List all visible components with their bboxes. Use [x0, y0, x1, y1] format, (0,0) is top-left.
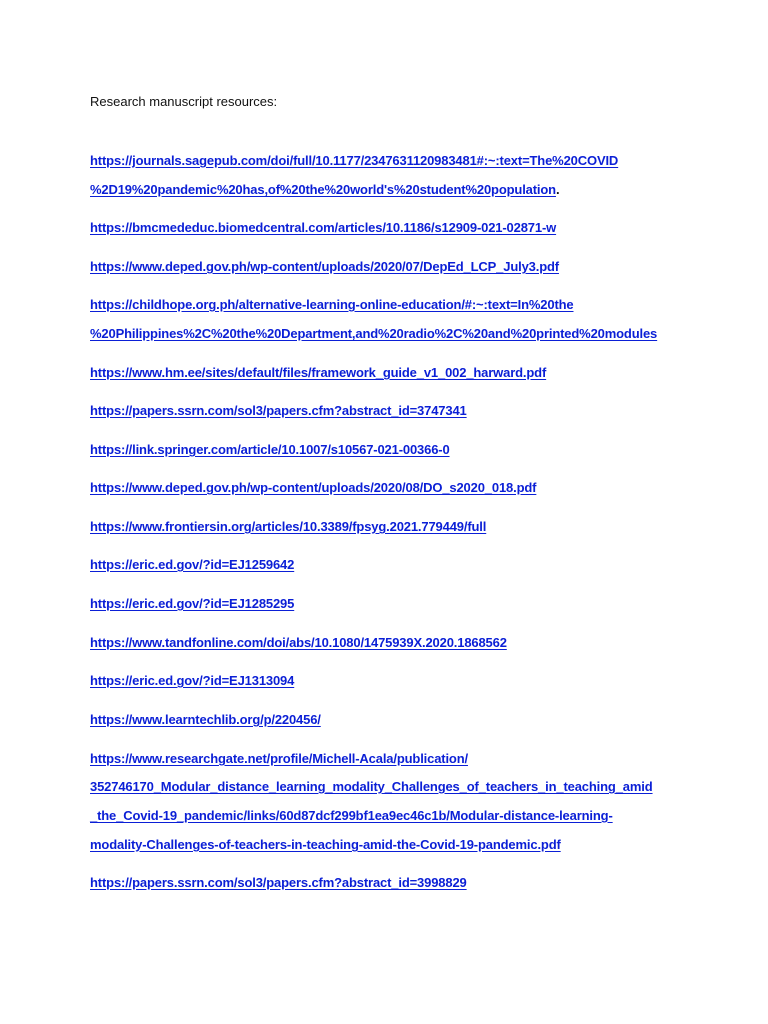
reference-link[interactable]: _the_Covid-19_pandemic/links/60d87dcf299bf1ea9ec46c1b/Modular-distance-learning-	[90, 808, 613, 823]
link-line	[90, 673, 294, 689]
link-line	[90, 808, 613, 824]
reference-link[interactable]: https://www.frontiersin.org/articles/10.3389/fpsyg.2021.779449/full	[90, 519, 487, 534]
reference-link[interactable]: https://journals.sagepub.com/doi/full/10.1177/2347631120983481#:~:text=The%20COVID	[90, 153, 619, 168]
reference-link[interactable]: modality-Challenges-of-teachers-in-teaching-amid-the-Covid-19-pandemic.pdf	[90, 837, 561, 852]
reference-link[interactable]: https://bmcmededuc.biomedcentral.com/articles/10.1186/s12909-021-02871-w	[90, 220, 557, 235]
reference-link[interactable]: https://papers.ssrn.com/sol3/papers.cfm?abstract_id=3747341	[90, 403, 467, 418]
reference-link[interactable]: https://childhope.org.ph/alternative-learning-online-education/#:~:text=In%20the	[90, 297, 574, 312]
link-line	[90, 403, 467, 419]
link-line	[90, 365, 546, 381]
reference-link[interactable]: https://eric.ed.gov/?id=EJ1285295	[90, 596, 295, 611]
reference-link[interactable]: 352746170_Modular_distance_learning_modality_Challenges_of_teachers_in_teaching_amid	[90, 779, 653, 794]
link-line	[90, 557, 294, 573]
link-line	[90, 153, 618, 169]
link-line	[90, 875, 467, 891]
link-line	[90, 442, 450, 458]
reference-link[interactable]: https://www.hm.ee/sites/default/files/framework_guide_v1_002_harward.pdf	[90, 365, 547, 380]
reference-link[interactable]: https://www.tandfonline.com/doi/abs/10.1080/1475939X.2020.1868562	[90, 635, 507, 650]
link-line	[90, 712, 321, 728]
link-line	[90, 297, 574, 313]
link-line	[90, 779, 653, 795]
reference-link[interactable]: https://www.deped.gov.ph/wp-content/uploads/2020/07/DepEd_LCP_July3.pdf	[90, 259, 559, 274]
link-line	[90, 220, 556, 236]
reference-link[interactable]: %20Philippines%2C%20the%20Department,and%20radio%2C%20and%20printed%20modules	[90, 326, 658, 341]
link-line	[90, 596, 294, 612]
link-line	[90, 635, 507, 651]
page-heading: Research manuscript resources:	[90, 94, 278, 109]
reference-link[interactable]: https://link.springer.com/article/10.1007/s10567-021-00366-0	[90, 442, 450, 457]
reference-link[interactable]: https://www.researchgate.net/profile/Michell-Acala/publication/	[90, 751, 468, 766]
link-line	[90, 751, 468, 767]
link-line	[90, 326, 657, 342]
reference-link[interactable]: https://eric.ed.gov/?id=EJ1259642	[90, 557, 295, 572]
reference-link[interactable]: %2D19%20pandemic%20has,of%20the%20world's%20student%20population	[90, 182, 556, 197]
reference-link[interactable]: https://www.deped.gov.ph/wp-content/uploads/2020/08/DO_s2020_018.pdf	[90, 480, 537, 495]
link-line	[90, 259, 559, 275]
reference-link[interactable]: https://www.learntechlib.org/p/220456/	[90, 712, 321, 727]
link-line	[90, 837, 561, 853]
link-line	[90, 182, 559, 198]
trailing-punctuation: .	[555, 182, 560, 197]
reference-link[interactable]: https://papers.ssrn.com/sol3/papers.cfm?abstract_id=3998829	[90, 875, 467, 890]
link-line	[90, 480, 536, 496]
link-line	[90, 519, 486, 535]
reference-link[interactable]: https://eric.ed.gov/?id=EJ1313094	[90, 673, 295, 688]
